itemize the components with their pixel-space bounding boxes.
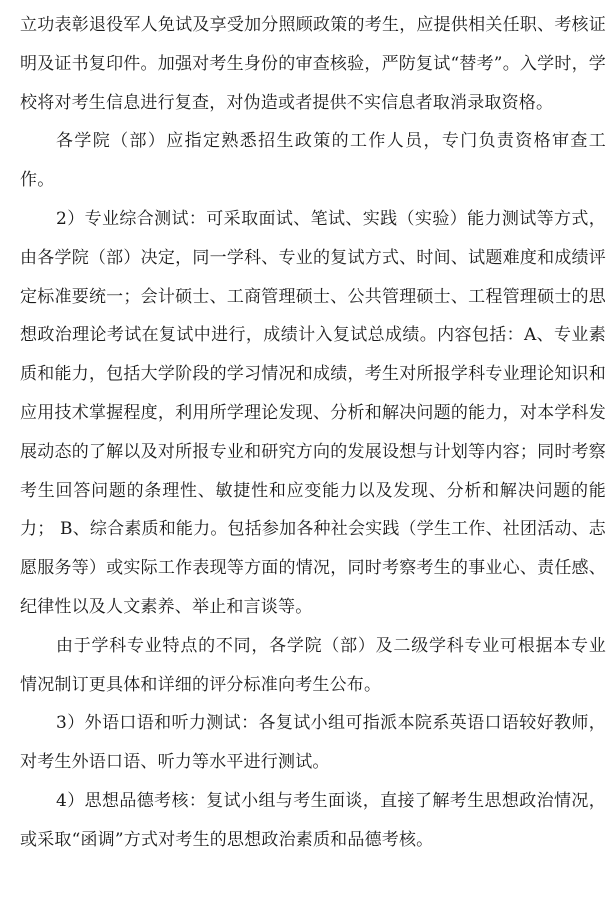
paragraph-eligibility-verification: 立功表彰退役军人免试及享受加分照顾政策的考生，应提供相关任职、考核证明及证书复印件。加强对考生身份的审查核验，严防复试“替考”。入学时，学校将对考生信息进行复查，对伪造或者提供不实信息者取消录取资格。 [20,15,606,113]
paragraph-professional-test: 2）专业综合测试：可采取面试、笔试、实践（实验）能力测试等方式，由各学院（部）决定，同一学科、专业的复试方式、时间、试题难度和成绩评定标准要统一；会计硕士、工商管理硕士、公共管理硕士、工程管理硕士的思想政治理论考试在复试中进行，成绩计入复试总成绩。内容包括：A、专业素质和能力，包括大学阶段的学习情况和成绩，考生对所报学科专业理论知识和应用技术掌握程度，利用所学理论发现、分析和解决问题的能力，对本学科发展动态的了解以及对所报专业和研究方向的发展设想与计划等内容；同时考察考生回答问题的条理性、敏捷性和应变能力以及发现、分析和解决问题的能力； B、综合素质和能力。包括参加各种社会实践（学生工作、社团活动、志愿服务等）或实际工作表现等方面的情况，同时考察考生的事业心、责任感、纪律性以及人文素养、举止和言谈等。 [20,208,606,617]
paragraph-foreign-language-test: 3）外语口语和听力测试：各复试小组可指派本院系英语口语较好教师，对考生外语口语、听力等水平进行测试。 [20,713,606,773]
paragraph-scoring-standards: 由于学科专业特点的不同，各学院（部）及二级学科专业可根据本专业情况制订更具体和详细的评分标准向考生公布。 [20,635,606,695]
document-page [20,6,606,860]
paragraph-review-staff: 各学院（部）应指定熟悉招生政策的工作人员，专门负责资格审查工作。 [20,131,606,191]
paragraph-moral-assessment: 4）思想品德考核：复试小组与考生面谈，直接了解考生思想政治情况，或采取“函调”方式对考生的思想政治素质和品德考核。 [20,790,606,850]
